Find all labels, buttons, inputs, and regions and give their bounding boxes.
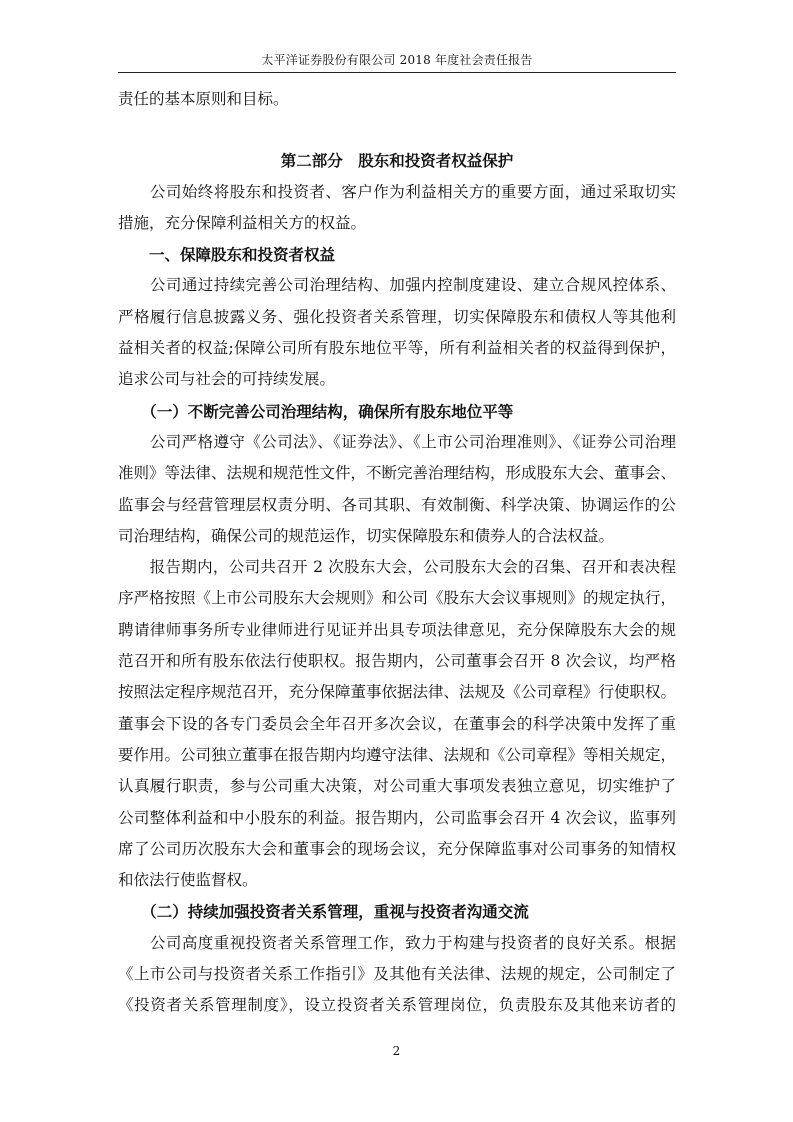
- text-line: 《投资者关系管理制度》，设立投资者关系管理岗位，负责股东及其他来访者的: [118, 996, 676, 1015]
- text-line: 公司高度重视投资者关系管理工作，致力于构建与投资者的良好关系。根据: [118, 933, 676, 952]
- text-line: 措施，充分保障利益相关方的权益。: [118, 213, 367, 232]
- text-line: 董事会下设的各专门委员会全年召开多次会议，在董事会的科学决策中发挥了重: [118, 714, 676, 733]
- section-heading-1: 一、保障股东和投资者权益: [118, 245, 336, 265]
- text-line: 报告期内，公司共召开 2 次股东大会，公司股东大会的召集、召开和表决程: [118, 558, 676, 577]
- running-header: 太平洋证券股份有限公司 2018 年度社会责任报告: [261, 53, 533, 67]
- text-line: 序严格按照《上市公司股东大会规则》和公司《股东大会议事规则》的规定执行，: [118, 589, 677, 608]
- text-line: 按照法定程序规范召开，充分保障董事依据法律、法规及《公司章程》行使职权。: [118, 683, 677, 702]
- section-1-paragraph: [118, 270, 676, 395]
- intro-paragraph: [118, 177, 676, 240]
- subsection-heading-2: （二）持续加强投资者关系管理，重视与投资者沟通交流: [118, 902, 529, 922]
- subsection-heading-1: （一）不断完善公司治理结构，确保所有股东地位平等: [118, 401, 514, 421]
- text-line: 公司始终将股东和投资者、客户作为利益相关方的重要方面，通过采取切实: [118, 182, 676, 201]
- text-line: 监事会与经营管理层权责分明、各司其职、有效制衡、科学决策、协调运作的公: [118, 495, 676, 514]
- body-text: [118, 84, 676, 1022]
- subsection-1-paragraph-2: [118, 552, 676, 896]
- text-line: 准则》等法律、法规和规范性文件，不断完善治理结构，形成股东大会、董事会、: [118, 464, 677, 483]
- text-line: 追求公司与社会的可持续发展。: [118, 370, 336, 389]
- text-line: 聘请律师事务所专业律师进行见证并出具专项法律意见，充分保障股东大会的规: [118, 620, 676, 639]
- text-line: 公司整体利益和中小股东的利益。报告期内，公司监事会召开 4 次会议，监事列: [118, 808, 676, 827]
- text-line: 公司严格遵守《公司法》、《证券法》、《上市公司治理准则》、《证券公司治理: [118, 432, 676, 451]
- text-line: 范召开和所有股东依法行使职权。报告期内，公司董事会召开 8 次会议，均严格: [118, 652, 676, 671]
- header-rule: [118, 72, 676, 73]
- text-line: 《上市公司与投资者关系工作指引》及其他有关法律、法规的规定，公司制定了: [118, 965, 676, 984]
- text-line: 公司通过持续完善公司治理结构、加强内控制度建设、建立合规风控体系、: [118, 276, 676, 295]
- text-line: 严格履行信息披露义务、强化投资者关系管理，切实保障股东和债权人等其他利: [118, 307, 676, 326]
- continuation-line: 责任的基本原则和目标。: [118, 90, 289, 108]
- text-line: 席了公司历次股东大会和董事会的现场会议，充分保障监事对公司事务的知情权: [118, 839, 676, 858]
- text-line: 要作用。公司独立董事在报告期内均遵守法律、法规和《公司章程》等相关规定，: [118, 745, 677, 764]
- text-line: 司治理结构，确保公司的规范运作，切实保障股东和债券人的合法权益。: [118, 526, 615, 545]
- text-line: 认真履行职责，参与公司重大决策，对公司重大事项发表独立意见，切实维护了: [118, 777, 676, 796]
- spacer: [118, 115, 676, 145]
- text-line: 益相关者的权益;保障公司所有股东地位平等，所有利益相关者的权益得到保护，: [118, 339, 676, 358]
- subsection-2-paragraph: [118, 928, 676, 1022]
- subsection-1-paragraph-1: [118, 427, 676, 552]
- part-title: 第二部分 股东和投资者权益保护: [280, 151, 514, 171]
- text-line: 和依法行使监督权。: [118, 871, 258, 890]
- page-number: 2: [392, 1044, 401, 1058]
